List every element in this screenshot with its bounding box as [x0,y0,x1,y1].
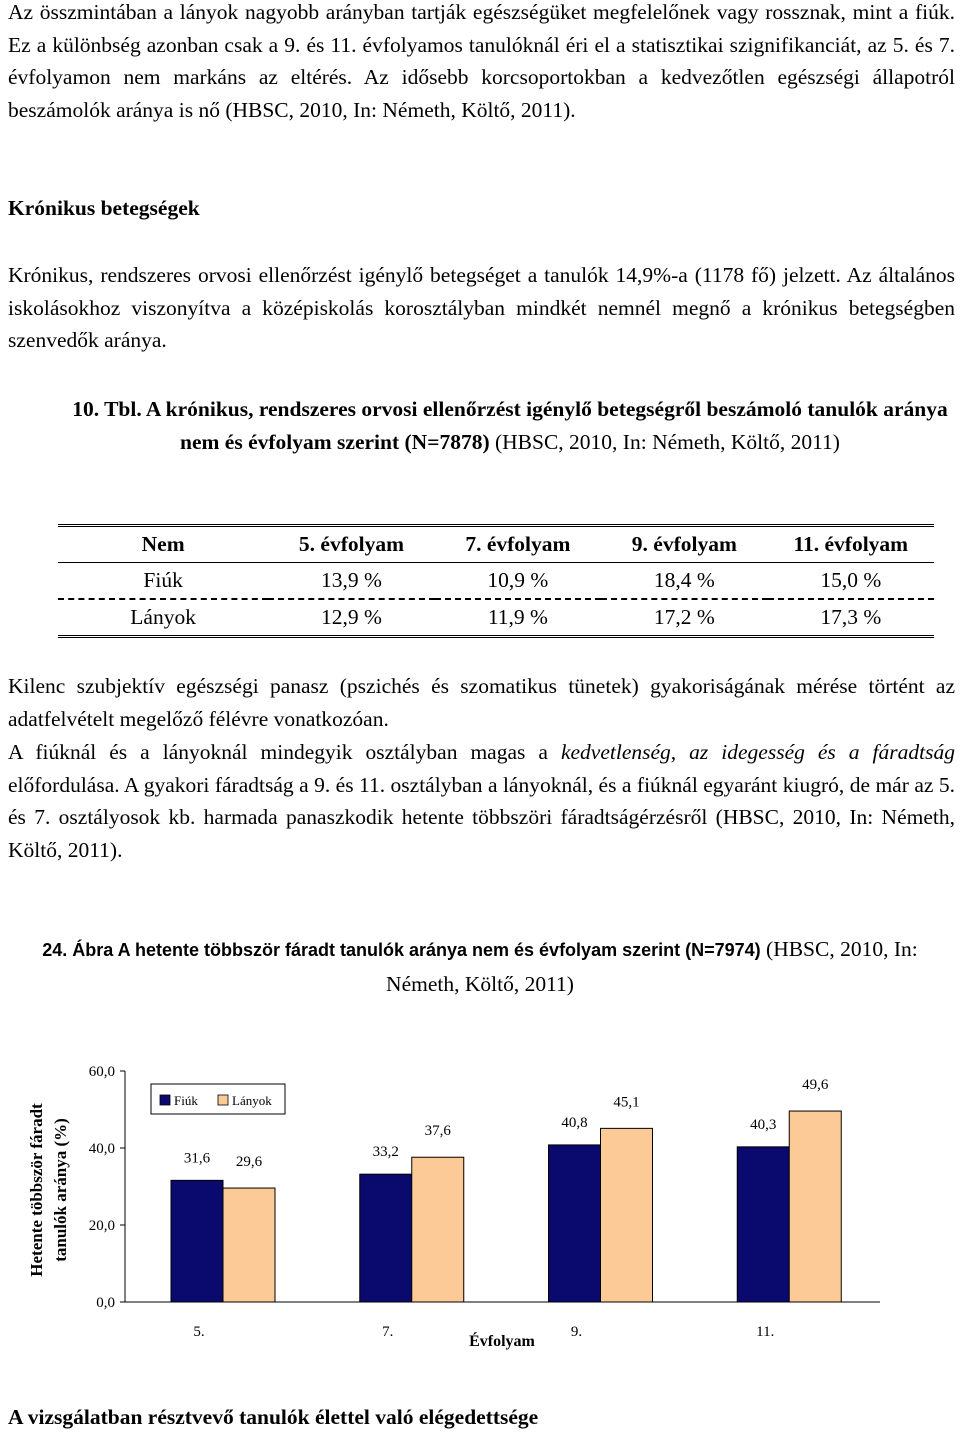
y-tick-label: 20,0 [88,1218,115,1234]
data-label: 33,2 [372,1144,399,1161]
bar-lányok [412,1157,464,1302]
fatigue-bar-chart [0,1040,960,1360]
y-axis-label [27,1103,70,1277]
bar-fiúk [549,1145,601,1302]
intro-paragraph: Az összmintában a lányok nagyobb arányban tartják egészségüket megfelelőnek vagy rossznak, mint a fiúk. Ez a különbség azonban csak a 9. és 11. évfolyamos tanulóknál éri el a statisztikai szignifikanciát, az 5. és 7. évfolyamon nem markáns az eltérés. Az idősebb korcsoportokban a kedvezőtlen egészségi állapotról beszámolók aránya is nő (HBSC, 2010, In: Németh, Költő, 2011). [8,0,955,122]
y-tick-label: 60,0 [88,1064,115,1080]
data-label: 40,3 [750,1116,777,1133]
bar-fiúk [737,1147,789,1302]
data-label: 40,8 [561,1114,588,1131]
table-caption-bold: 10. Tbl. A krónikus, rendszeres orvosi ellenőrzést igénylő betegségről beszámoló tanulók aránya nem és évfolyam szerint (N=7878) [72,397,948,454]
table-header-cell: 11. évfolyam [768,526,934,563]
table-cell: Lányok [58,599,268,637]
figure-caption-bold: 24. Ábra A hetente többször fáradt tanulók aránya nem és évfolyam szerint (N=7974) [42,940,761,960]
table-header-cell: 5. évfolyam [268,526,434,563]
table-caption-source: (HBSC, 2010, In: Németh, Költő, 2011) [489,430,840,454]
table-cell: 18,4 % [601,563,767,600]
table-row [58,563,934,600]
complaints-text-a: A fiúknál és a lányoknál mindegyik osztályban magas a [8,740,561,764]
table-header-cell: Nem [58,526,268,563]
data-label: 31,6 [183,1150,211,1167]
complaints-text-italic: kedvetlenség, az idegesség és a fáradtság [560,740,955,764]
chronic-diseases-heading: Krónikus betegségek [8,196,200,220]
bar-lányok [789,1111,841,1302]
data-label: 29,6 [235,1154,263,1171]
y-axis-label-line: Hetente többször fáradt [27,1103,46,1277]
data-label: 49,6 [802,1077,829,1094]
x-axis-label: Évfolyam [469,1333,535,1350]
table-header-row [58,526,934,563]
x-tick-label: 5. [193,1324,205,1340]
x-tick-label: 9. [570,1324,583,1340]
table-cell: 13,9 % [268,563,434,600]
complaints-text-b: előfordulása. A gyakori fáradtság a 9. és 11. osztályban a lányoknál, és a fiúknál egyaránt kiugró, de már az 5. és 7. osztályosok kb. harmada panaszkodik hetente többszöri fáradtságérzésről (HBSC, 2010, In: Németh, Költő, 2011). [8,772,955,862]
bar-lányok [223,1188,275,1302]
table-cell: 12,9 % [268,599,434,637]
y-axis-label-line: tanulók aránya (%) [51,1118,70,1262]
table-header-cell: 9. évfolyam [601,526,767,563]
chronic-paragraph: Krónikus, rendszeres orvosi ellenőrzést igénylő betegséget a tanulók 14,9%-a (1178 fő) jelzett. Az általános iskolásokhoz viszonyítva a középiskolás korosztályban mindkét nemnél megnő a krónikus betegségben szenvedők aránya. [8,263,955,353]
legend-label: Fiúk [174,1093,198,1108]
table-cell: 15,0 % [768,563,934,600]
bar-fiúk [171,1180,223,1302]
table-caption [60,393,960,459]
life-satisfaction-heading: A vizsgálatban résztvevő tanulók élettel való elégedettsége [8,1405,539,1429]
table-cell: 17,3 % [768,599,934,637]
figure-caption-source: (HBSC, 2010, In: Németh, Költő, 2011) [386,937,918,996]
bar-lányok [601,1128,653,1302]
data-label: 45,1 [613,1094,640,1111]
legend-swatch [160,1095,170,1105]
table-cell: 11,9 % [435,599,601,637]
legend-swatch [218,1095,228,1105]
table-cell: 10,9 % [435,563,601,600]
table-cell: Fiúk [58,563,268,600]
legend-label: Lányok [232,1093,272,1108]
table-row [58,599,934,637]
chronic-disease-table [58,524,934,638]
complaints-paragraph-2 [8,736,955,866]
y-tick-label: 40,0 [88,1141,115,1157]
data-label: 37,6 [424,1123,451,1140]
bar-fiúk [360,1174,412,1302]
table-cell: 17,2 % [601,599,767,637]
x-tick-label: 11. [756,1324,775,1340]
table-header-cell: 7. évfolyam [435,526,601,563]
complaints-paragraph-1: Kilenc szubjektív egészségi panasz (pszichés és szomatikus tünetek) gyakoriságának mérése történt az adatfelvételt megelőző félévre vonatkozóan. [8,674,955,731]
x-tick-label: 7. [382,1324,394,1340]
figure-caption [20,932,940,1001]
y-tick-label: 0,0 [96,1295,115,1311]
